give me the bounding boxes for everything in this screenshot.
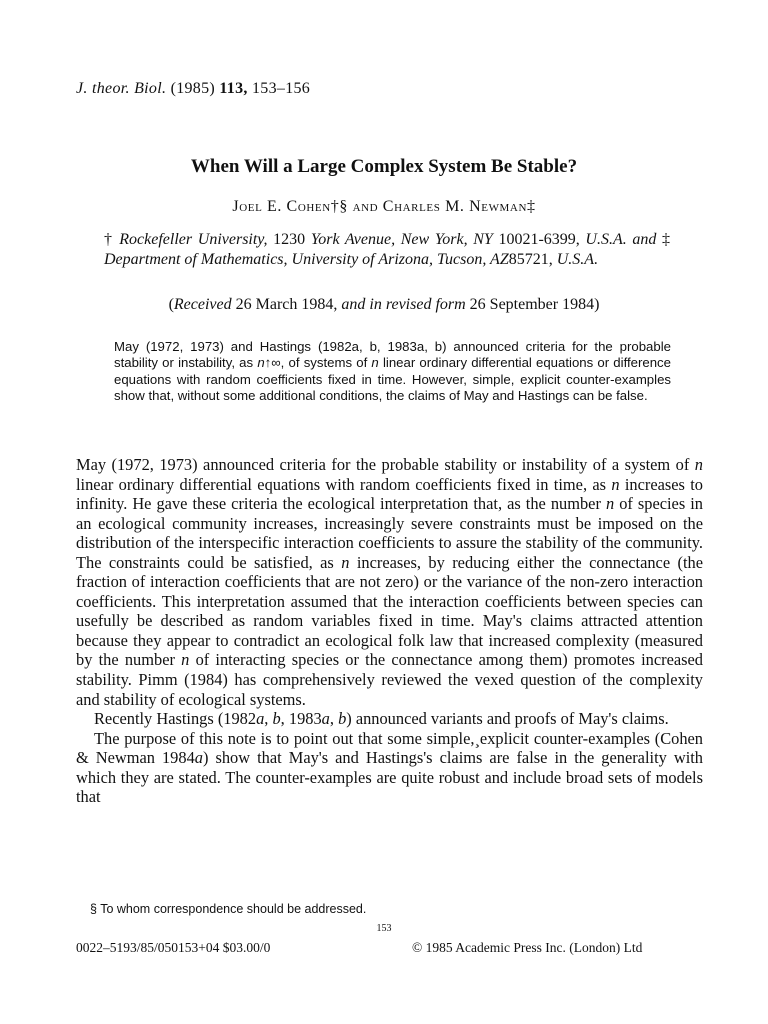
authors: Joel E. Cohen†§ and Charles M. Newman‡ xyxy=(232,198,536,215)
body-paragraph-2 xyxy=(76,709,703,729)
page-number: 153 xyxy=(376,923,392,934)
received-dates xyxy=(0,296,768,314)
body-var: a xyxy=(256,709,265,729)
abstract-text: ↑∞, of systems of xyxy=(264,355,372,371)
affiliations xyxy=(104,230,670,269)
publisher-copyright: © 1985 Academic Press Inc. (London) Ltd xyxy=(412,940,643,955)
body-var: n xyxy=(181,650,190,670)
body-text: Recently Hastings (1982 xyxy=(94,709,257,729)
affil-mark-1: † xyxy=(104,231,114,248)
abstract-text: May (1972, 1973) and Hastings (1982a, b, 1983a, b) announced criteria for the probable stability or instability, as xyxy=(114,339,671,371)
journal-year: (1985) xyxy=(170,80,216,97)
body-paragraph-1 xyxy=(76,455,703,709)
body-var: a xyxy=(321,709,330,729)
abstract xyxy=(114,339,671,404)
affil-zip-1: 10021-6399, xyxy=(498,231,580,248)
abstract-text: linear ordinary differential equations or difference equations with random coefficients fixed in time. However, simple, explicit counter-examples show that, without some additional conditions, the claims of May and Hastings can be false. xyxy=(114,355,671,403)
body-text: increases, by reducing either the connectance (the fraction of interaction coefficients that are not zero) or the variance of the non-zero interaction coefficients. This interpretation assumed that the interaction coefficients between species can usefully be described as random variables fixed in time. May's claims attracted attention because they appear to contradict an ecological folk law that increased complexity (measured by the number xyxy=(76,552,703,670)
journal-volume: 113, xyxy=(219,80,248,97)
issn-code: 0022–5193/85/050153+04 $03.00/0 xyxy=(76,940,271,955)
affil-and: and xyxy=(632,231,657,248)
body-var: b xyxy=(272,709,281,729)
body-var: n xyxy=(611,474,620,494)
body-text: The purpose of this note is to point out that some simple,¸explicit counter-examples (Cohen & Newman 1984 xyxy=(76,728,703,768)
abstract-var: n xyxy=(257,355,265,371)
body-text: , xyxy=(329,709,339,729)
affil-inst-1: Rockefeller University, xyxy=(119,231,268,248)
body-text: , xyxy=(264,709,273,729)
revised-label: and in revised form xyxy=(341,296,466,313)
affil-country-2: U.S.A. xyxy=(556,250,599,268)
body-text: linear ordinary differential equations with random coefficients fixed in time, as xyxy=(76,474,612,494)
affil-mark-2: ‡ xyxy=(662,231,671,248)
abstract-var: n xyxy=(371,355,379,371)
body-text: ) show that May's and Hastings's claims are false in the generality with which they are stated. The counter-examples are quite robust and include broad sets of models that xyxy=(76,748,703,807)
body-text: of interacting species or the connectance among them) promotes increased stability. Pimm (1984) has comprehensively reviewed the vexed question of the complexity and stability of ecological systems. xyxy=(76,650,703,709)
journal-name: J. theor. Biol. xyxy=(76,80,167,97)
footnote: § To whom correspondence should be addressed. xyxy=(90,902,367,916)
body-var: n xyxy=(694,455,703,474)
article-body xyxy=(76,455,703,807)
affil-country-1: U.S.A. xyxy=(585,231,627,248)
revised-date: 26 September 1984) xyxy=(469,296,600,313)
body-text: increases to infinity. He gave these criteria the ecological interpretation that, as the number xyxy=(76,474,703,514)
affil-street-1: York Avenue, New York, NY xyxy=(310,231,493,248)
received-date: 26 March 1984, xyxy=(235,296,338,313)
body-text: ) announced variants and proofs of May's claims. xyxy=(346,709,669,729)
journal-reference xyxy=(76,80,310,98)
received-label: Received xyxy=(173,296,232,313)
affil-inst-2: Department of Mathematics, University of Arizona, Tucson, AZ xyxy=(104,250,509,268)
body-paragraph-3 xyxy=(76,729,703,807)
body-text: of species in an ecological community increases, increasingly severe constraints must be imposed on the distribution of the interspecific interaction coefficients to assure the stability of the community. The constraints could be satisfied, as xyxy=(76,494,703,572)
journal-pages: 153–156 xyxy=(252,80,311,97)
body-var: a xyxy=(194,748,203,768)
received-open: ( xyxy=(168,296,174,313)
body-var: b xyxy=(338,709,347,729)
affil-zip-2: 85721, xyxy=(508,250,553,268)
body-var: n xyxy=(341,552,350,572)
article-title: When Will a Large Complex System Be Stable? xyxy=(190,156,578,177)
body-text: , 1983 xyxy=(280,709,322,729)
body-text: May (1972, 1973) announced criteria for the probable stability or instability of a system of xyxy=(76,455,695,474)
body-var: n xyxy=(605,494,615,514)
affil-addr-1: 1230 xyxy=(273,231,306,248)
